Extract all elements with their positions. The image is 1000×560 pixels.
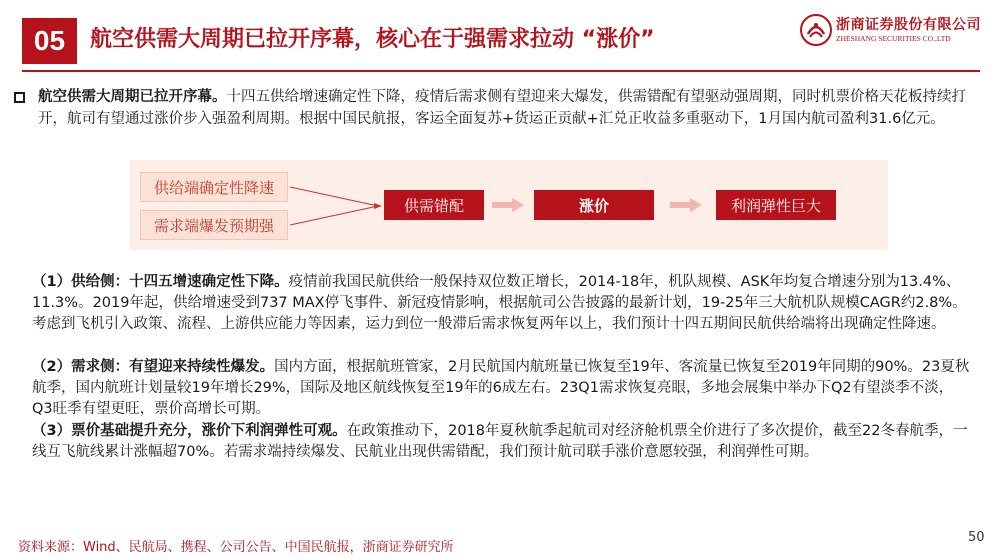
supply-box <box>140 172 288 202</box>
zheshang-logo-icon <box>800 14 832 46</box>
profit-box <box>716 190 836 220</box>
company-logo <box>800 12 980 52</box>
fare-paragraph <box>32 421 972 463</box>
page-number: 50 <box>968 530 985 545</box>
fare-text: 在政策推动下，2018年夏秋航季起航司对经济舱机票全价进行了多次提价，截至22冬春航季，一线互飞航线累计涨幅超70%。若需求端持续爆发、民航业出现供需错配，我们预计航司联手涨价意愿较强，利润弹性可期。 <box>32 423 968 460</box>
demand-side-paragraph <box>32 357 972 420</box>
slide-header <box>0 0 1000 78</box>
logic-flow-diagram <box>130 160 888 250</box>
supply-label: 供给端确定性降速 <box>153 178 274 197</box>
merge-arrows-icon <box>288 170 384 242</box>
right-arrow-icon <box>492 198 524 212</box>
intro-paragraph <box>38 86 968 130</box>
mismatch-label: 供需错配 <box>403 196 464 215</box>
page-title: 航空供需大周期已拉开序幕，核心在于强需求拉动 “涨价” <box>90 27 655 52</box>
mismatch-box <box>384 190 484 220</box>
demand-label: 需求端爆发预期强 <box>153 216 274 235</box>
data-source-note: 资料来源：Wind、民航局、携程、公司公告、中国民航报，浙商证券研究所 <box>18 540 454 555</box>
intro-text: 十四五供给增速确定性下降，疫情后需求侧有望迎来大爆发，供需错配有望驱动强周期，同时机票价格天花板持续打开，航司有望通过涨价步入强盈利周期。根据中国民航报，客运全面复苏+货运正贡献+汇兑正收益多重驱动下，1月国内航司盈利31.6亿元。 <box>38 89 966 127</box>
profit-label: 利润弹性巨大 <box>730 196 821 215</box>
supply-side-text: 疫情前我国民航供给一般保持双位数正增长，2014-18年，机队规模、ASK年均复合增速分别为13.4%、11.3%。2019年起，供给增速受到737 MAX停飞事件、新冠疫情影响，根据航司公告披露的最新计划，19-25年三大航机队规模CAGR约2.8%。考虑到飞机引入政策、流程、上游供应能力等因素，运力到位一般滞后需求恢复两年以上，我们预计十四五期间民航供给端将出现确定性降速。 <box>32 274 967 332</box>
supply-side-lead: （1）供给侧：十四五增速确定性下降。 <box>32 274 289 290</box>
square-bullet-icon <box>14 92 25 103</box>
supply-side-paragraph <box>32 272 972 335</box>
section-number-badge <box>22 18 77 64</box>
intro-lead: 航空供需大周期已拉开序幕。 <box>38 89 227 105</box>
logo-english-name: ZHESHANG SECURITIES CO.,LTD <box>836 34 951 43</box>
fare-lead: （3）票价基础提升充分，涨价下利润弹性可观。 <box>32 423 347 439</box>
demand-side-text: 国内方面，根据航班管家，2月民航国内航班量已恢复至19年、客流量已恢复至2019年同期的90%。23夏秋航季，国内航班计划量较19年增长29%，国际及地区航线恢复至19年的6成左右。23Q1需求恢复亮眼，多地会展集中举办下Q2有望淡季不淡，Q3旺季有望更旺，票价高增长可期。 <box>32 359 970 417</box>
demand-side-lead: （2）需求侧：有望迎来持续性爆发。 <box>32 359 275 375</box>
demand-box <box>140 210 288 240</box>
right-arrow-icon <box>670 198 702 212</box>
logo-chinese-name: 浙商证券股份有限公司 <box>836 17 981 33</box>
price-rise-box <box>534 190 654 220</box>
section-number: 05 <box>33 25 66 56</box>
price-label: 涨价 <box>578 196 609 215</box>
header-divider <box>22 70 980 72</box>
